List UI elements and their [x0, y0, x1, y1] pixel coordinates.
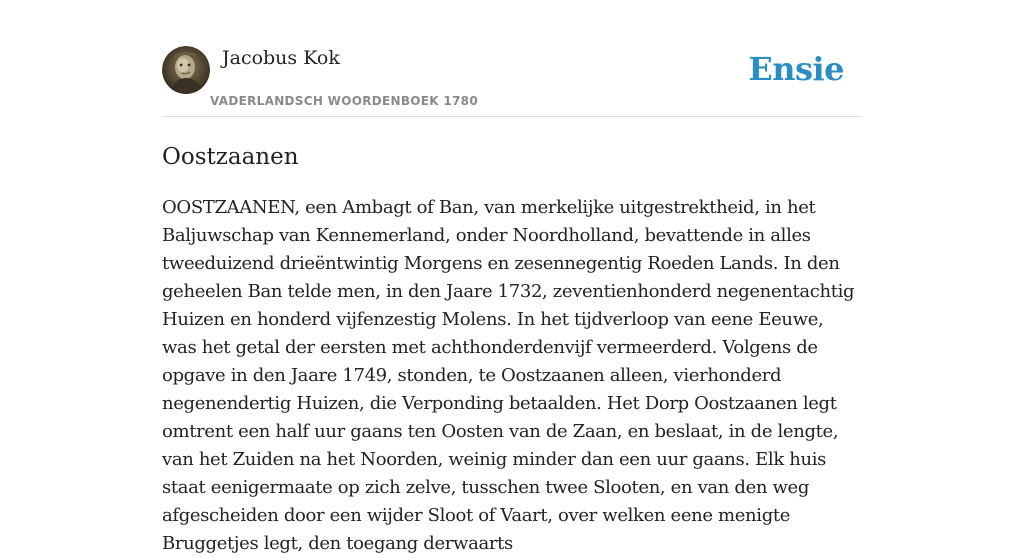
ensie-logo[interactable]: Ensie	[748, 50, 844, 88]
author-name[interactable]: Jacobus Kok	[222, 47, 340, 69]
article-body: OOSTZAANEN, een Ambagt of Ban, van merkelijke uitgestrektheid, in het Baljuwschap van Kennemerland, onder Noordholland, bevattende in alles tweeduizend drieëntwintig Morgens en zesennegentig Roeden Lands. In den geheelen Ban telde men, in den Jaare 1732, zeventienhonderd negenentachtig Huizen en honderd vijfenzestig Molens. In het tijdverloop van eene Eeuwe, was het getal der eersten met achthonderdenvijf vermeerderd. Volgens de opgave in den Jaare 1749, stonden, te Oostzaanen alleen, vierhonderd negenendertig Huizen, die Verponding betaalden. Het Dorp Oostzaanen legt omtrent een half uur gaans ten Oosten van de Zaan, en beslaat, in de lengte, van het Zuiden na het Noorden, weinig minder dan een uur gaans. Elk huis staat eenigermaate op zich zelve, tusschen twee Slooten, en van den weg afgescheiden door een wijder Sloot of Vaart, over welken eene menigte Bruggetjes legt, den toegang derwaarts	[162, 197, 855, 554]
page-container	[162, 0, 862, 558]
header	[162, 0, 862, 117]
author-avatar[interactable]	[162, 46, 210, 94]
page-title: Oostzaanen	[162, 144, 299, 170]
source-label: VADERLANDSCH WOORDENBOEK 1780	[210, 94, 478, 108]
